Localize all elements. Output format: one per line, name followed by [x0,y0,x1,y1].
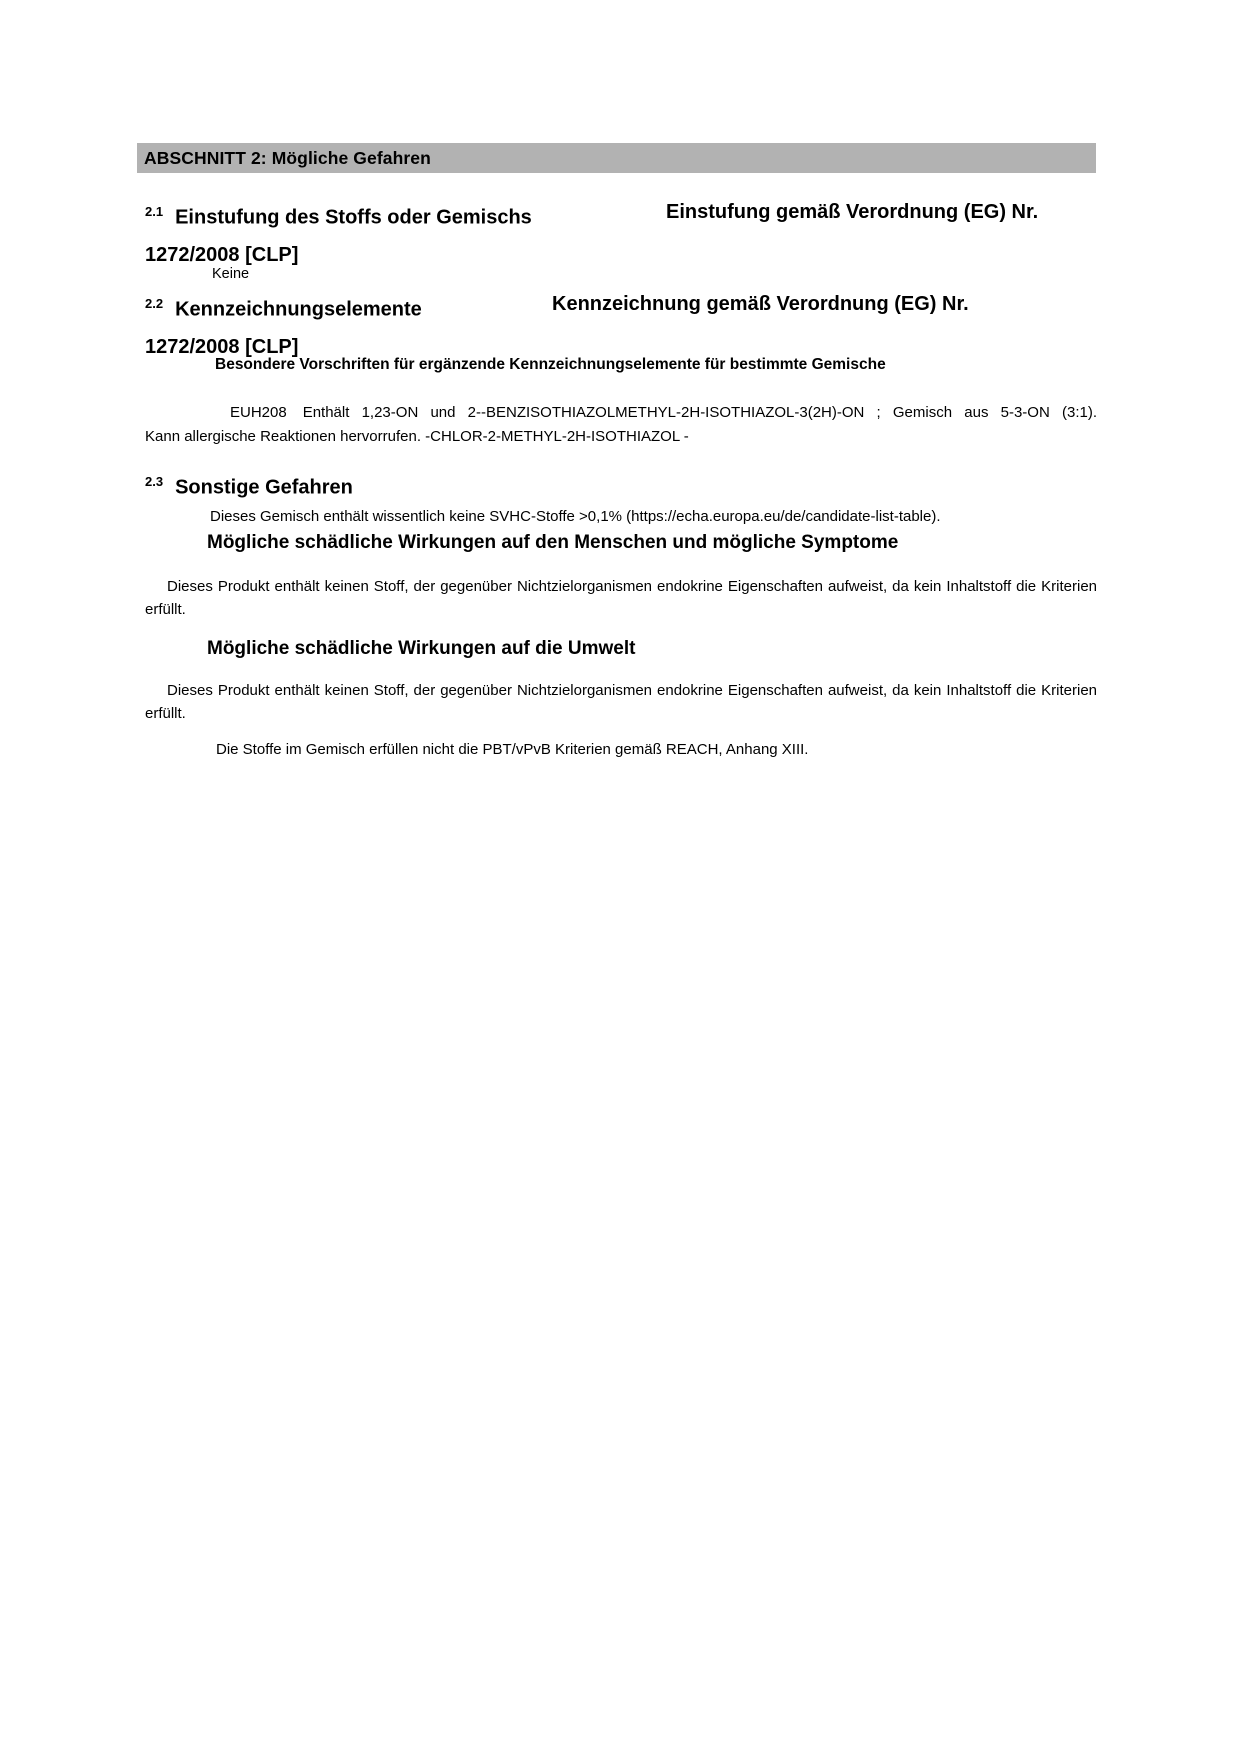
special-provisions-heading: Besondere Vorschriften für ergänzende Kennzeichnungselemente für bestimmte Gemische [215,356,886,373]
human-effects-heading: Mögliche schädliche Wirkungen auf den Menschen und mögliche Symptome [207,532,899,553]
subsection-2-2-heading-line1 [145,291,1105,323]
subsection-2-3-title: Sonstige Gefahren [175,476,353,499]
environment-effects-paragraph: Dieses Produkt enthält keinen Stoff, der gegenüber Nichtzielorganismen endokrine Eigenschaften aufweist, da kein Inhaltstoff die Kriterien erfüllt. [145,682,1097,722]
euh-statement-paragraph [145,401,1097,449]
subsection-2-3-heading [145,469,1105,501]
subsection-2-2-number: 2.2 [145,296,164,311]
subsection-2-1-number: 2.1 [145,204,164,219]
subsection-2-1-title: Einstufung des Stoffs oder Gemischs [175,206,532,229]
section-header-bar [137,143,1096,173]
subsection-2-2-heading [145,291,1105,360]
euh-statement-line1 [145,401,1097,425]
subsection-2-2-right-title-wrap: 1272/2008 [CLP] [145,335,299,358]
subsection-2-1-heading-line1 [145,199,1105,231]
subsection-2-1-right-title: Einstufung gemäß Verordnung (EG) Nr. [666,201,1039,223]
subsection-2-3-number: 2.3 [145,474,164,489]
euh-text-line2: Kann allergische Reaktionen hervorrufen. -CHLOR-2-METHYL-2H-ISOTHIAZOL - [145,428,689,445]
environment-effects-heading: Mögliche schädliche Wirkungen auf die Umwelt [207,638,636,659]
subsection-2-2-right-title: Kennzeichnung gemäß Verordnung (EG) Nr. [552,293,969,315]
section-header-title: ABSCHNITT 2: Mögliche Gefahren [144,148,431,168]
euh-code: EUH208 [230,404,287,421]
euh-text-line1: Enthält 1,23-ON und 2--BENZISOTHIAZOLMETHYL-2H-ISOTHIAZOL-3(2H)-ON ; Gemisch aus 5-3-ON (3:1). [302,404,1097,421]
pbt-vpvb-note: Die Stoffe im Gemisch erfüllen nicht die PBT/vPvB Kriterien gemäß REACH, Anhang XIII. [216,741,809,758]
svhc-note: Dieses Gemisch enthält wissentlich keine SVHC-Stoffe >0,1% (https://echa.europa.eu/de/candidate-list-table). [210,508,941,525]
classification-value: Keine [212,266,250,282]
subsection-2-1-right-title-wrap: 1272/2008 [CLP] [145,243,299,266]
subsection-2-1-heading [145,199,1105,268]
human-effects-paragraph: Dieses Produkt enthält keinen Stoff, der gegenüber Nichtzielorganismen endokrine Eigenschaften aufweist, da kein Inhaltstoff die Kriterien erfüllt. [145,578,1097,618]
subsection-2-3-heading-line1 [145,469,1105,501]
subsection-2-2-title: Kennzeichnungselemente [175,298,422,321]
